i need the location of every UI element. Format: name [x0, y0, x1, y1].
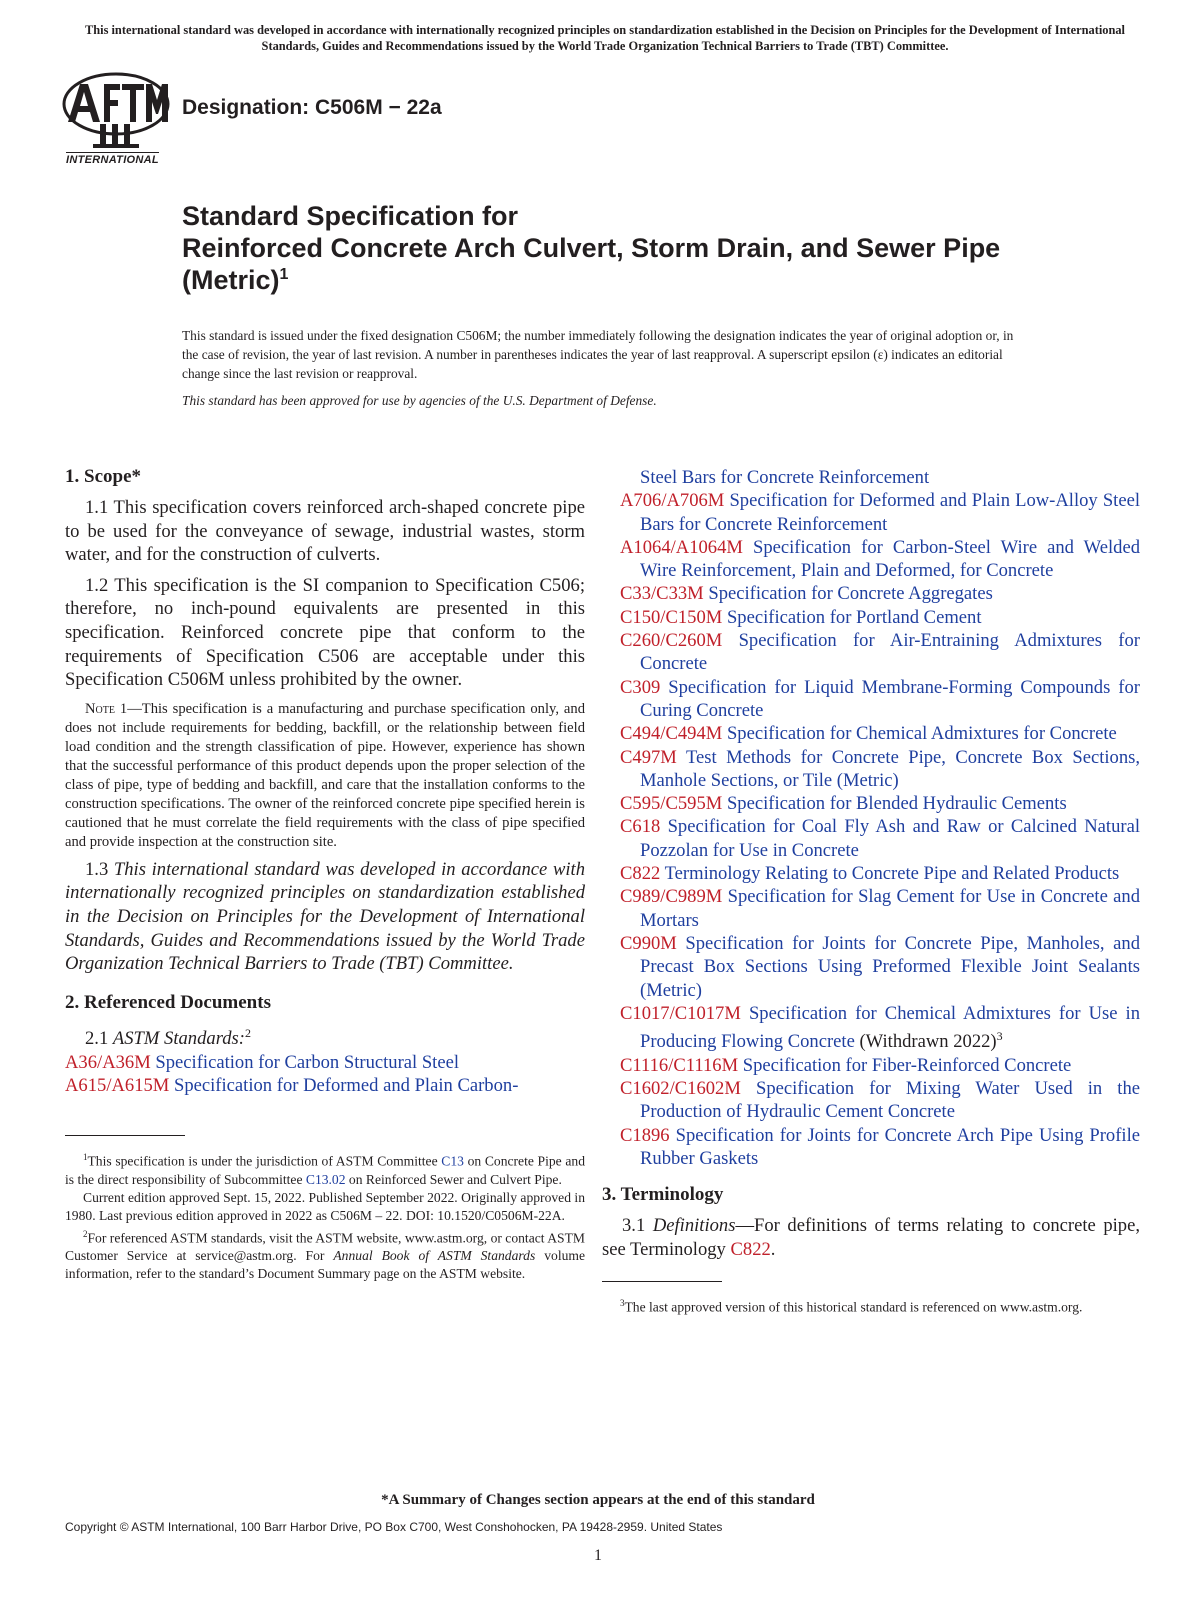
- subsection-2-1-label: ASTM Standards:: [112, 1027, 245, 1049]
- reference-title-link[interactable]: Terminology Relating to Concrete Pipe and Related Products: [664, 863, 1120, 885]
- reference-code-link[interactable]: C1896: [620, 1124, 670, 1146]
- reference-title-link[interactable]: Specification for Joints for Concrete Arch Pipe Using Profile Rubber Gaskets: [640, 1124, 1140, 1169]
- reference-title-link[interactable]: Specification for Portland Cement: [726, 606, 982, 628]
- footnote-1-edition: Current edition approved Sept. 15, 2022. Published September 2022. Originally approved in 1980. Last previous edition approved in 2022 as C506M – 22. DOI: 10.1520/C0506M-22A.: [65, 1189, 585, 1223]
- paragraph-1-2: 1.2 This specification is the SI companion to Specification C506; therefore, no inch-pound equivalents are presented in this specification. Reinforced concrete pipe that conform to the requirements of Specification C506 are acceptable under this Specification C506M unless prohibited by the owner.: [65, 574, 585, 691]
- reference-item: [620, 582, 1140, 605]
- reference-title-link[interactable]: Specification for Coal Fly Ash and Raw or Calcined Natural Pozzolan for Use in Concrete: [640, 816, 1140, 861]
- reference-item: [620, 932, 1140, 1002]
- tbt-header-note: This international standard was developed in accordance with internationally recognized principles on standardization established in the Decision on Principles for the Development of International Standards, Guides and Recommendations issued by the World Trade Organization Technical Barriers to Trade (TBT) Committee.: [84, 23, 1126, 53]
- reference-continuation: [620, 466, 1140, 489]
- reference-code-link[interactable]: C1017/C1017M: [620, 1002, 741, 1024]
- reference-title-link[interactable]: Specification for Deformed and Plain Carbon-: [174, 1074, 519, 1096]
- footnote-2: [65, 1225, 585, 1284]
- reference-code-link[interactable]: C989/C989M: [620, 886, 723, 908]
- left-column: [65, 466, 585, 1283]
- reference-code-link[interactable]: C618: [620, 816, 661, 838]
- reference-code-link[interactable]: C595/C595M: [620, 793, 723, 815]
- reference-item: [620, 1124, 1140, 1171]
- left-footnotes: [65, 1148, 585, 1283]
- subsection-2-1: [65, 1022, 585, 1051]
- reference-title-link[interactable]: Specification for Concrete Aggregates: [708, 583, 993, 605]
- note-1-lead: Note 1: [85, 700, 128, 717]
- right-reference-list: [620, 489, 1140, 1170]
- reference-title-link[interactable]: Specification for Mixing Water Used in the Production of Hydraulic Cement Concrete: [640, 1077, 1141, 1123]
- footnote-1-text-b: on Concrete Pipe and is the direct responsibility of Subcommittee: [65, 1153, 585, 1187]
- reference-item: [620, 792, 1140, 815]
- reference-item: [620, 1054, 1140, 1077]
- reference-item: [620, 536, 1140, 583]
- paragraph-1-3-text: This international standard was developed in accordance with internationally recognized principles on standardization established in the Decision on Principles for the Development of International Standards, Guides and Recommendations issued by the World Trade Organization Technical Barriers to Trade (TBT) Committee.: [65, 858, 585, 975]
- reference-withdrawn-note: (Withdrawn 2022): [854, 1031, 997, 1053]
- paragraph-3-1-label: Definitions: [652, 1215, 736, 1237]
- reference-code-link[interactable]: C494/C494M: [620, 723, 723, 745]
- reference-item: [620, 1002, 1140, 1054]
- reference-code-link[interactable]: C309: [620, 676, 661, 698]
- note-1: [65, 700, 585, 852]
- reference-code-link[interactable]: C1602/C1602M: [620, 1077, 741, 1099]
- footnote-2-mark: 2: [83, 1228, 88, 1239]
- reference-title-link[interactable]: Specification for Slag Cement for Use in Concrete and Mortars: [640, 886, 1141, 931]
- designation: Designation: C506M − 22a: [182, 96, 442, 119]
- footnote-2-text-a: For referenced ASTM standards, visit the ASTM website, www.astm.org, or contact ASTM Customer Service at service@astm.org. For: [65, 1230, 585, 1264]
- reference-item: [620, 862, 1140, 885]
- footnote-rule-right: [602, 1281, 722, 1282]
- reference-item: [620, 676, 1140, 723]
- reference-title-link[interactable]: Specification for Blended Hydraulic Cements: [726, 793, 1067, 815]
- section-heading-referenced-documents: 2. Referenced Documents: [65, 991, 271, 1013]
- reference-code-link[interactable]: A706/A706M: [620, 490, 725, 512]
- footnote-1-text-c: on Reinforced Sewer and Culvert Pipe.: [345, 1171, 562, 1187]
- right-column: [602, 466, 1141, 1317]
- subsection-2-1-number: 2.1: [85, 1027, 109, 1049]
- issued-statement: This standard is issued under the fixed designation C506M; the number immediately following the designation indicates the year of original adoption or, in the case of revision, the year of last revision. A number in parentheses indicates the year of last reapproval. A superscript epsilon (ε) indicates an editorial change since the last revision or reapproval.: [182, 328, 1014, 381]
- paragraph-3-1: [602, 1214, 1140, 1261]
- reference-title-link[interactable]: Specification for Chemical Admixtures for Concrete: [726, 723, 1117, 745]
- reference-item: [620, 489, 1140, 536]
- reference-title-link[interactable]: Specification for Air-Entraining Admixtures for Concrete: [640, 630, 1140, 675]
- reference-code-link[interactable]: A36/A36M: [65, 1051, 151, 1073]
- astm-logo-subtext: INTERNATIONAL: [66, 154, 159, 166]
- left-reference-list: [65, 1051, 585, 1098]
- reference-item: [65, 1074, 585, 1097]
- copyright-line: Copyright © ASTM International, 100 Barr Harbor Drive, PO Box C700, West Conshohocken, PA 19428-2959. United States: [65, 1520, 723, 1534]
- paragraph-1-3: [65, 858, 585, 976]
- summary-of-changes-note: *A Summary of Changes section appears at the end of this standard: [381, 1492, 815, 1508]
- subsection-2-1-mark: 2: [244, 1025, 251, 1040]
- reference-title-link[interactable]: Specification for Carbon Structural Steel: [155, 1051, 460, 1073]
- footnote-rule-left: [65, 1135, 185, 1136]
- dod-approval-statement: This standard has been approved for use by agencies of the U.S. Department of Defense.: [182, 393, 657, 408]
- footnote-2-italic: Annual Book of ASTM Standards: [333, 1248, 536, 1264]
- footnote-1-text-a: This specification is under the jurisdiction of ASTM Committee: [87, 1153, 442, 1169]
- reference-code-link[interactable]: A1064/A1064M: [620, 536, 743, 558]
- paragraph-3-1-end: .: [770, 1238, 776, 1260]
- reference-code-link[interactable]: C150/C150M: [620, 606, 723, 628]
- reference-title-link[interactable]: Specification for Fiber-Reinforced Concrete: [742, 1054, 1072, 1076]
- reference-item: [65, 1051, 585, 1074]
- reference-item: [620, 1077, 1140, 1124]
- footnote-3-text: The last approved version of this historical standard is referenced on www.astm.org.: [624, 1299, 1083, 1315]
- reference-code-link[interactable]: C33/C33M: [620, 583, 704, 605]
- paragraph-1-1: 1.1 This specification covers reinforced arch-shaped concrete pipe to be used for the conveyance of sewage, industrial wastes, storm water, and for the construction of culverts.: [65, 497, 585, 566]
- reference-item: [620, 606, 1140, 629]
- astm-logo-icon: [60, 70, 172, 170]
- reference-title-link[interactable]: Specification for Joints for Concrete Pipe, Manholes, and Precast Box Sections Using Preformed Flexible Joint Sealants (Metric): [640, 932, 1140, 1001]
- title-line-1: Standard Specification for: [182, 201, 519, 231]
- page-number: 1: [594, 1547, 602, 1564]
- reference-title-link[interactable]: Specification for Chemical Admixtures for Use in Producing Flowing Concrete: [640, 1002, 1141, 1053]
- paragraph-3-1-text: —For definitions of terms relating to concrete pipe, see Terminology: [602, 1215, 1140, 1260]
- reference-code-link[interactable]: C497M: [620, 746, 677, 768]
- terminology-c822-link[interactable]: C822: [730, 1238, 771, 1260]
- section-heading-scope: 1. Scope*: [65, 466, 141, 487]
- document-title: [182, 200, 1082, 296]
- paragraph-1-3-number: 1.3: [85, 858, 109, 880]
- reference-code-link[interactable]: A615/A615M: [65, 1074, 170, 1096]
- reference-footnote-mark: 3: [996, 1029, 1003, 1044]
- reference-item: [620, 885, 1140, 932]
- committee-c13-link[interactable]: C13: [441, 1153, 464, 1169]
- section-heading-terminology: 3. Terminology: [602, 1184, 724, 1206]
- reference-title-link[interactable]: Specification for Liquid Membrane-Forming Compounds for Curing Concrete: [640, 676, 1140, 721]
- reference-code-link[interactable]: C260/C260M: [620, 630, 723, 652]
- reference-title-link[interactable]: Specification for Deformed and Plain Low-Alloy Steel Bars for Concrete Reinforcement: [640, 490, 1140, 535]
- footnote-3: [602, 1294, 1140, 1317]
- reference-item: [620, 722, 1140, 745]
- reference-code-link[interactable]: C1116/C1116M: [620, 1054, 739, 1076]
- paragraph-3-1-number: 3.1: [622, 1215, 646, 1237]
- reference-code-link[interactable]: C990M: [620, 932, 677, 954]
- footnote-3-mark: 3: [620, 1298, 625, 1309]
- subcommittee-c13-02-link[interactable]: C13.02: [305, 1171, 346, 1187]
- title-footnote-mark: 1: [279, 266, 289, 283]
- reference-title-link[interactable]: Specification for Carbon-Steel Wire and Welded Wire Reinforcement, Plain and Deformed, for Concrete: [640, 536, 1140, 582]
- reference-item: [620, 815, 1140, 862]
- reference-item: [620, 629, 1140, 676]
- reference-title-link[interactable]: Test Methods for Concrete Pipe, Concrete Box Sections, Manhole Sections, or Tile (Metric): [640, 746, 1141, 791]
- note-1-text: —This specification is a manufacturing and purchase specification only, and does not include requirements for bedding, backfill, or the relationship between field load condition and the strength classification of pipe. However, experience has shown that the successful performance of this product depends upon the proper selection of the class of pipe, type of bedding and backfill, and care that the installation conforms to the construction specifications. The owner of the reinforced concrete pipe specified herein is cautioned that he must correlate the field requirements with the class of pipe specified and provide inspection at the construction site.: [65, 700, 585, 850]
- reference-code-link[interactable]: C822: [620, 863, 661, 885]
- reference-item: [620, 746, 1140, 793]
- title-line-2: Reinforced Concrete Arch Culvert, Storm Drain, and Sewer Pipe (Metric): [182, 233, 1001, 295]
- footnote-1-mark: 1: [83, 1152, 88, 1163]
- footnote-1: [65, 1148, 585, 1189]
- footnote-2-text-b: volume information, refer to the standard’s Document Summary page on the ASTM website.: [65, 1248, 585, 1282]
- reference-continuation-text[interactable]: Steel Bars for Concrete Reinforcement: [640, 467, 930, 488]
